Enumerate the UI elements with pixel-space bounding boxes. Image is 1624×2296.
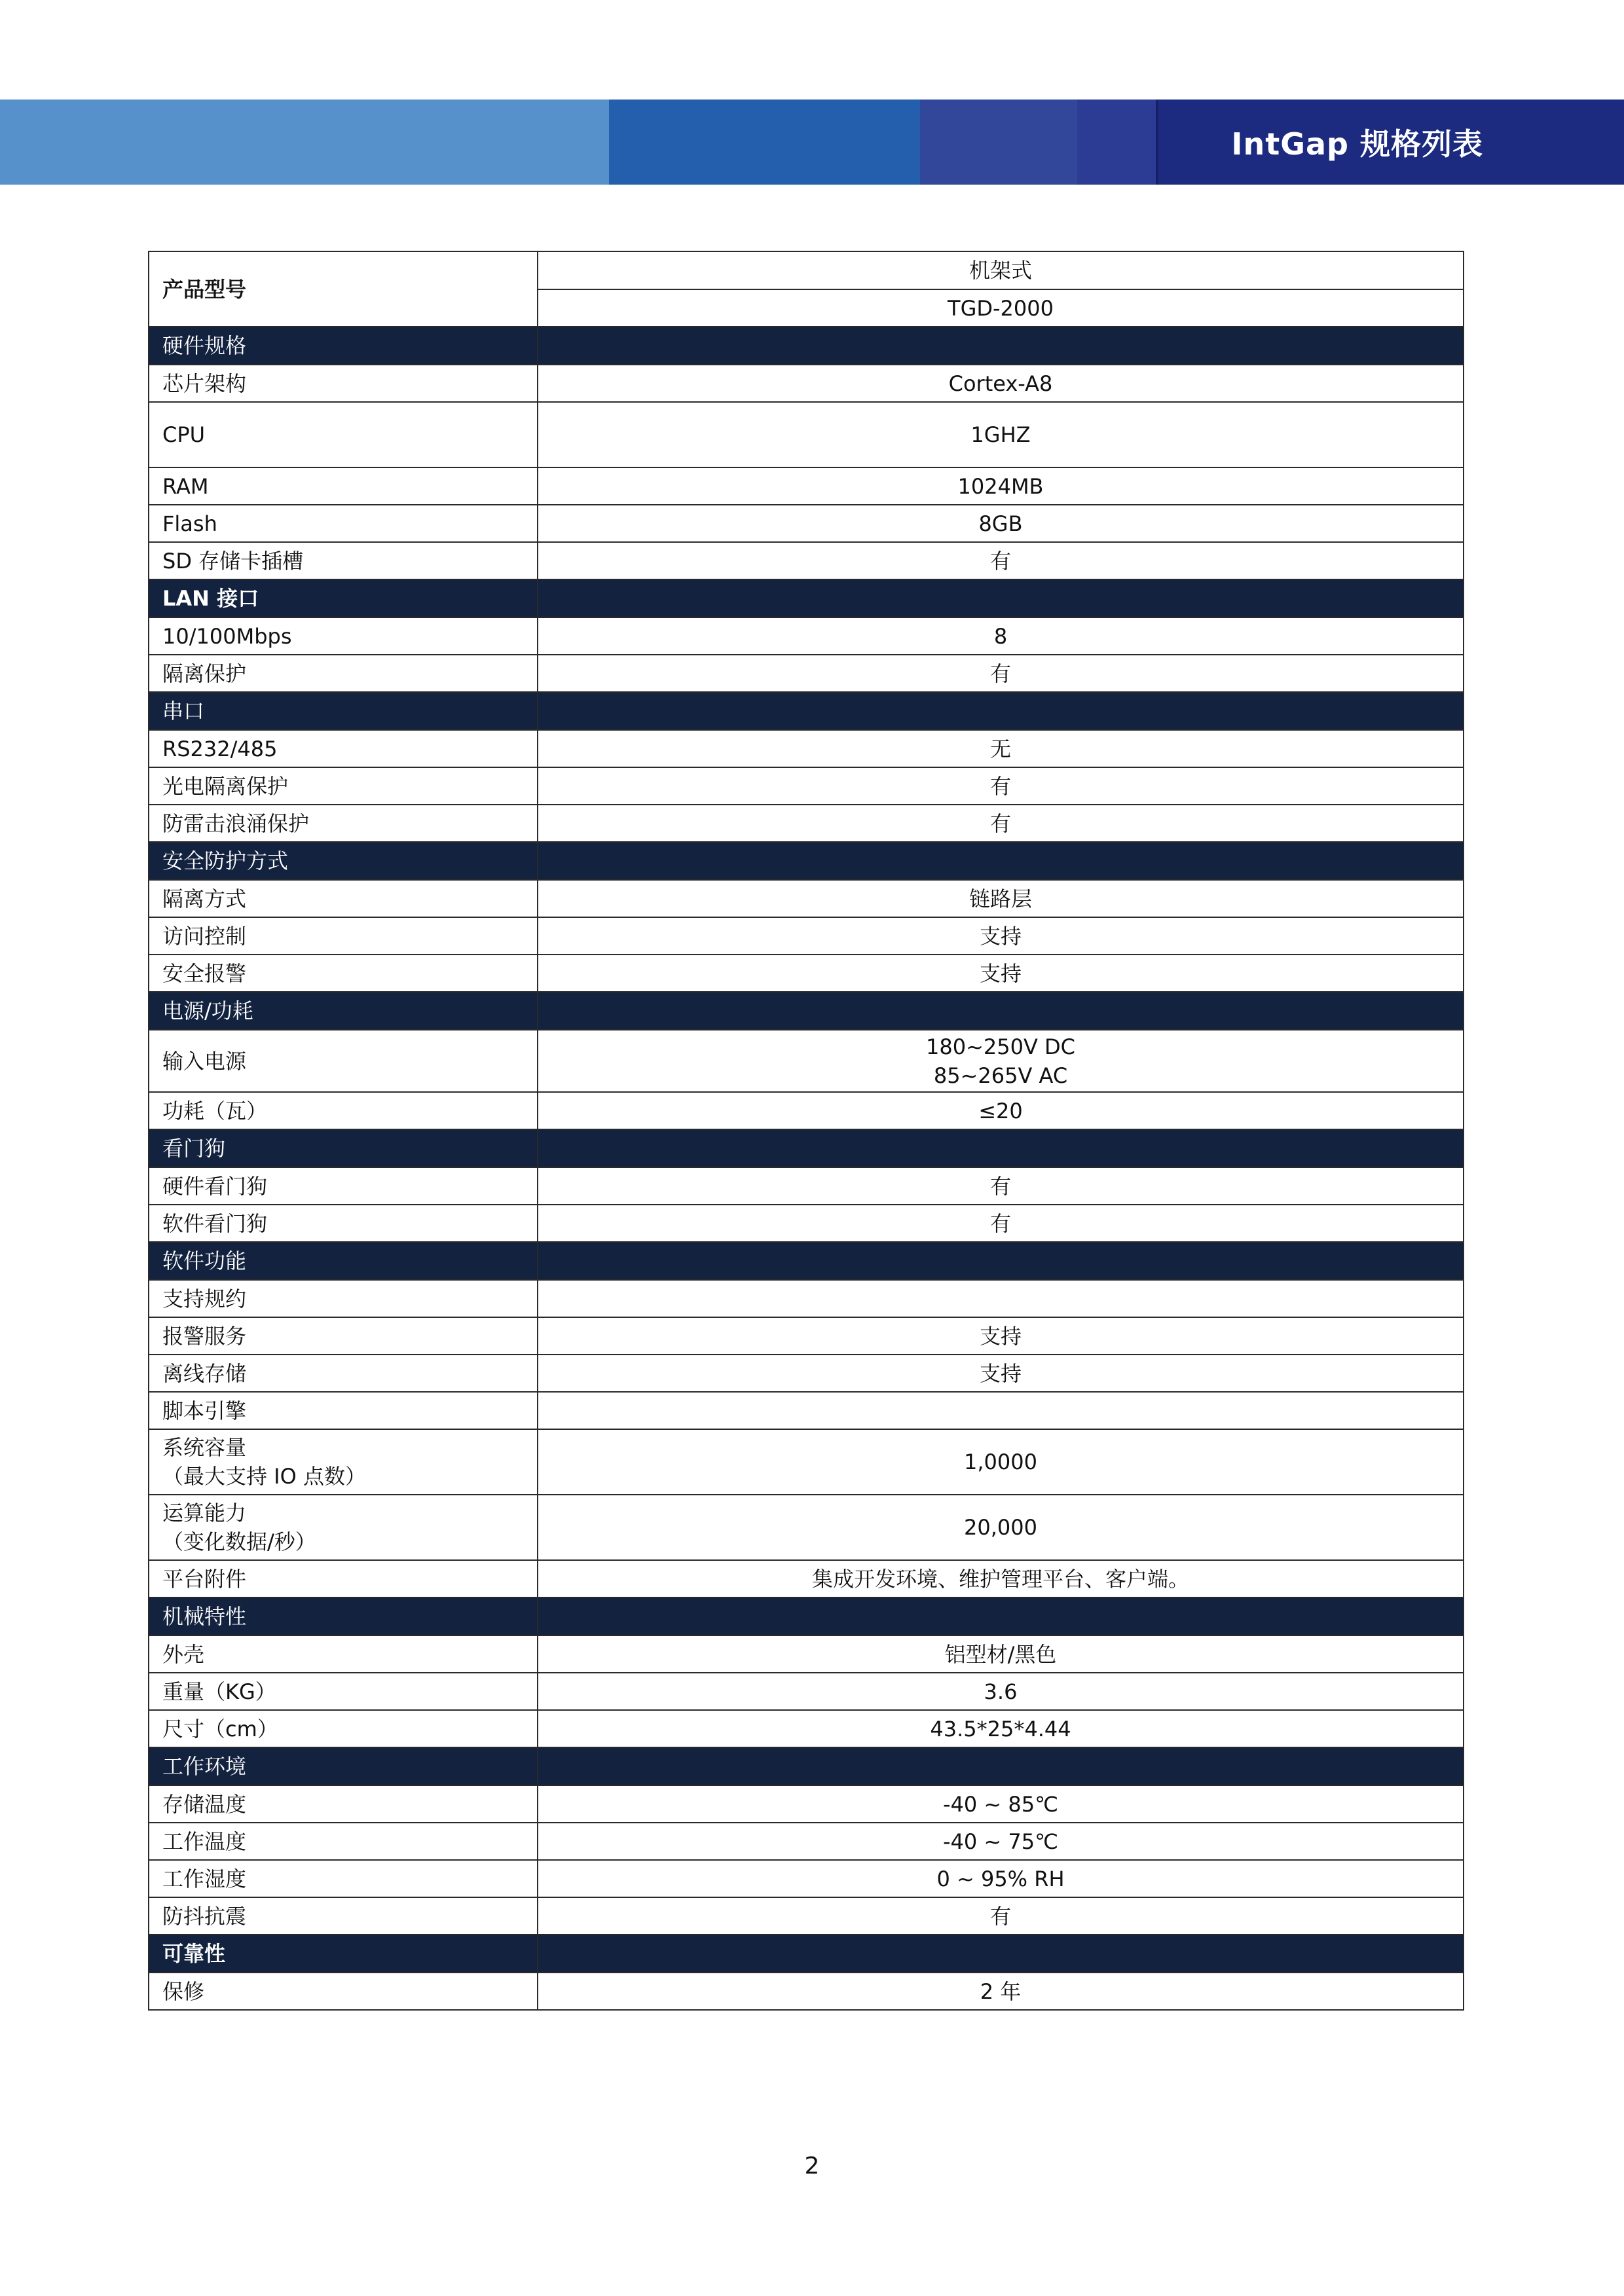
product-type-value: 机架式 — [538, 251, 1464, 289]
table-row — [149, 1280, 1464, 1317]
table-row — [149, 655, 1464, 692]
table-row — [149, 1710, 1464, 1747]
document-title: IntGap 规格列表 — [1231, 126, 1483, 162]
row-label: SD 存储卡插槽 — [149, 542, 538, 579]
row-value — [538, 1392, 1464, 1429]
table-row — [149, 1030, 1464, 1092]
row-label: Flash — [149, 505, 538, 542]
banner-segment — [920, 100, 1077, 185]
table-row — [149, 1205, 1464, 1242]
row-label: 尺寸（cm） — [149, 1710, 538, 1747]
row-label: 隔离方式 — [149, 880, 538, 917]
section-title: 机械特性 — [149, 1597, 538, 1635]
table-row — [149, 1355, 1464, 1392]
row-label: 平台附件 — [149, 1560, 538, 1597]
section-title: 安全防护方式 — [149, 842, 538, 880]
row-value: 8 — [538, 617, 1464, 655]
row-label: 保修 — [149, 1973, 538, 2010]
banner-title-block — [1156, 100, 1624, 185]
row-label: RAM — [149, 467, 538, 505]
table-row — [149, 617, 1464, 655]
table-row — [149, 955, 1464, 992]
row-value: 支持 — [538, 1355, 1464, 1392]
row-value: 有 — [538, 1205, 1464, 1242]
row-value: 20,000 — [538, 1495, 1464, 1560]
row-value: 2 年 — [538, 1973, 1464, 2010]
row-value: 链路层 — [538, 880, 1464, 917]
table-row — [149, 917, 1464, 955]
banner-segment — [1077, 100, 1156, 185]
section-header-power — [149, 992, 1464, 1030]
table-row — [149, 1092, 1464, 1129]
page-number: 2 — [804, 2153, 820, 2179]
table-row — [149, 365, 1464, 402]
row-label: 重量（KG） — [149, 1673, 538, 1710]
section-title: 可靠性 — [149, 1935, 538, 1973]
section-title: 工作环境 — [149, 1747, 538, 1785]
section-header-lan — [149, 579, 1464, 617]
table-row — [149, 1973, 1464, 2010]
row-value: -40 ~ 75℃ — [538, 1823, 1464, 1860]
row-value: 支持 — [538, 1317, 1464, 1355]
row-label: CPU — [149, 402, 538, 467]
row-label: 芯片架构 — [149, 365, 538, 402]
row-value: 支持 — [538, 917, 1464, 955]
table-row — [149, 880, 1464, 917]
row-value: 180~250V DC 85~265V AC — [538, 1030, 1464, 1092]
row-label: 访问控制 — [149, 917, 538, 955]
row-value: 8GB — [538, 505, 1464, 542]
row-value: 1,0000 — [538, 1429, 1464, 1495]
table-row — [149, 730, 1464, 767]
product-model-value: TGD-2000 — [538, 289, 1464, 327]
row-value: 有 — [538, 542, 1464, 579]
table-row — [149, 767, 1464, 805]
section-title: 硬件规格 — [149, 327, 538, 365]
row-label: 光电隔离保护 — [149, 767, 538, 805]
row-label: 安全报警 — [149, 955, 538, 992]
table-row — [149, 1317, 1464, 1355]
header-banner — [0, 100, 1624, 185]
banner-segment — [609, 100, 920, 185]
row-value: 有 — [538, 655, 1464, 692]
row-value: ≤20 — [538, 1092, 1464, 1129]
row-value: 43.5*25*4.44 — [538, 1710, 1464, 1747]
section-title: 看门狗 — [149, 1129, 538, 1167]
row-value: 1GHZ — [538, 402, 1464, 467]
table-row — [149, 402, 1464, 467]
table-row — [149, 505, 1464, 542]
table-row — [149, 1897, 1464, 1935]
section-header-environment — [149, 1747, 1464, 1785]
section-header-watchdog — [149, 1129, 1464, 1167]
banner-segment — [0, 100, 609, 185]
row-value: 有 — [538, 1897, 1464, 1935]
row-label: RS232/485 — [149, 730, 538, 767]
row-label: 外壳 — [149, 1635, 538, 1673]
row-label: 存储温度 — [149, 1785, 538, 1823]
section-header-software — [149, 1242, 1464, 1280]
row-label: 报警服务 — [149, 1317, 538, 1355]
section-header-hardware — [149, 327, 1464, 365]
row-value: 无 — [538, 730, 1464, 767]
row-label: 工作湿度 — [149, 1860, 538, 1897]
row-label: 脚本引擎 — [149, 1392, 538, 1429]
row-value: 有 — [538, 1167, 1464, 1205]
row-label: 输入电源 — [149, 1030, 538, 1092]
row-label: 支持规约 — [149, 1280, 538, 1317]
row-value: 铝型材/黑色 — [538, 1635, 1464, 1673]
row-value: Cortex-A8 — [538, 365, 1464, 402]
row-label: 功耗（瓦） — [149, 1092, 538, 1129]
table-row — [149, 467, 1464, 505]
table-row — [149, 542, 1464, 579]
row-value: 有 — [538, 767, 1464, 805]
section-header-reliability — [149, 1935, 1464, 1973]
row-label: 离线存储 — [149, 1355, 538, 1392]
table-row — [149, 805, 1464, 842]
section-title: 电源/功耗 — [149, 992, 538, 1030]
row-label: 运算能力 （变化数据/秒） — [149, 1495, 538, 1560]
table-row — [149, 1495, 1464, 1560]
section-title: 软件功能 — [149, 1242, 538, 1280]
spec-table — [148, 251, 1464, 2011]
table-row — [149, 1823, 1464, 1860]
table-row — [149, 1429, 1464, 1495]
table-row — [149, 1392, 1464, 1429]
product-model-label: 产品型号 — [149, 251, 538, 327]
row-label: 10/100Mbps — [149, 617, 538, 655]
row-value: 有 — [538, 805, 1464, 842]
table-row — [149, 1673, 1464, 1710]
section-title: LAN 接口 — [149, 579, 538, 617]
table-row — [149, 1167, 1464, 1205]
section-header-mechanical — [149, 1597, 1464, 1635]
row-label: 软件看门狗 — [149, 1205, 538, 1242]
row-label: 系统容量 （最大支持 IO 点数） — [149, 1429, 538, 1495]
row-value: -40 ~ 85℃ — [538, 1785, 1464, 1823]
row-value — [538, 1280, 1464, 1317]
table-row — [149, 1785, 1464, 1823]
row-label: 工作温度 — [149, 1823, 538, 1860]
table-row — [149, 1635, 1464, 1673]
row-value: 集成开发环境、维护管理平台、客户端。 — [538, 1560, 1464, 1597]
table-row — [149, 1860, 1464, 1897]
section-header-serial — [149, 692, 1464, 730]
row-value: 3.6 — [538, 1673, 1464, 1710]
row-label: 防抖抗震 — [149, 1897, 538, 1935]
row-value: 1024MB — [538, 467, 1464, 505]
row-value: 0 ~ 95% RH — [538, 1860, 1464, 1897]
row-label: 硬件看门狗 — [149, 1167, 538, 1205]
section-title: 串口 — [149, 692, 538, 730]
row-value: 支持 — [538, 955, 1464, 992]
row-label: 隔离保护 — [149, 655, 538, 692]
table-row — [149, 1560, 1464, 1597]
row-label: 防雷击浪涌保护 — [149, 805, 538, 842]
table-row — [149, 251, 1464, 289]
section-header-security — [149, 842, 1464, 880]
